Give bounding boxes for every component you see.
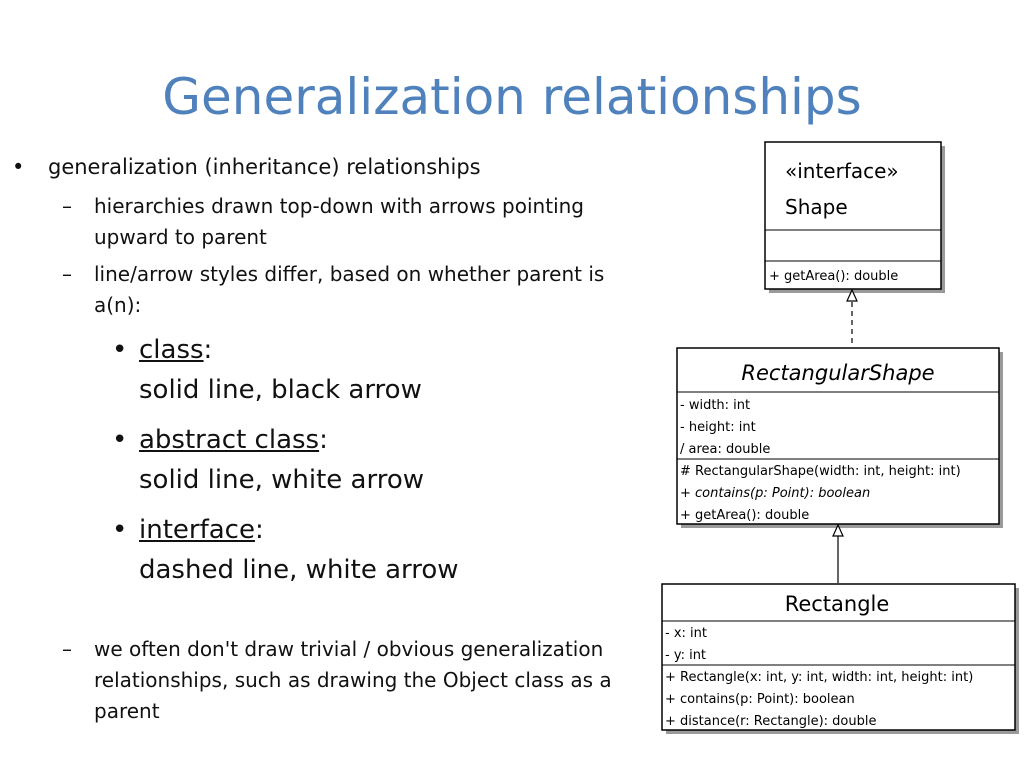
dash-marker: –	[62, 262, 72, 286]
colon: :	[203, 335, 213, 365]
dash-marker: –	[62, 194, 72, 218]
subbullet-trivial-line1: we often don't draw trivial / obvious generalization	[94, 637, 604, 661]
subbullet-trivial-line3: parent	[94, 699, 160, 723]
bullet-marker: •	[12, 155, 25, 179]
colon: :	[319, 425, 328, 455]
interface-term: interface	[139, 515, 255, 545]
abstract-class-description: solid line, white arrow	[139, 465, 424, 495]
field-y: - y: int	[665, 648, 707, 663]
rectangle-class-box	[662, 584, 1019, 734]
bullet-marker: •	[112, 335, 128, 365]
shape-name: Shape	[785, 195, 848, 219]
bullet-generalization: generalization (inheritance) relationships	[48, 155, 481, 179]
shape-interface-box	[765, 142, 945, 293]
method-contains: + contains(p: Point): boolean	[680, 486, 871, 501]
interface-description: dashed line, white arrow	[139, 555, 459, 585]
shape-method: + getArea(): double	[769, 269, 899, 284]
method-constructor: # RectangularShape(width: int, height: int)	[680, 464, 961, 479]
class-description: solid line, black arrow	[139, 375, 422, 405]
rectangle-name: Rectangle	[784, 592, 890, 616]
field-height: - height: int	[680, 420, 756, 435]
method-distance: + distance(r: Rectangle): double	[665, 714, 877, 729]
field-area: / area: double	[680, 442, 771, 457]
colon: :	[254, 515, 264, 545]
method-contains: + contains(p: Point): boolean	[665, 692, 855, 707]
subbullet-trivial-line2: relationships, such as drawing the Object class as a	[94, 668, 612, 692]
shape-stereotype: «interface»	[785, 159, 899, 183]
method-rectangle-constructor: + Rectangle(x: int, y: int, width: int, height: int)	[665, 670, 974, 685]
subbullet-hierarchies-line2: upward to parent	[94, 225, 267, 249]
method-get-area: + getArea(): double	[680, 508, 810, 523]
abstract-class-term: abstract class	[139, 425, 320, 455]
rectangular-shape-box	[677, 348, 1003, 528]
class-term: class	[139, 335, 204, 365]
slide-title: Generalization relationships	[162, 68, 862, 126]
subbullet-styles-line1: line/arrow styles differ, based on whether parent is	[94, 262, 605, 286]
field-x: - x: int	[665, 626, 707, 641]
bullet-marker: •	[112, 515, 128, 545]
subbullet-styles-line2: a(n):	[94, 293, 142, 317]
dash-marker: –	[62, 637, 72, 661]
bullet-marker: •	[112, 425, 128, 455]
rectangular-shape-name: RectangularShape	[741, 361, 935, 385]
field-width: - width: int	[680, 398, 751, 413]
subbullet-hierarchies-line1: hierarchies drawn top-down with arrows pointing	[94, 194, 584, 218]
